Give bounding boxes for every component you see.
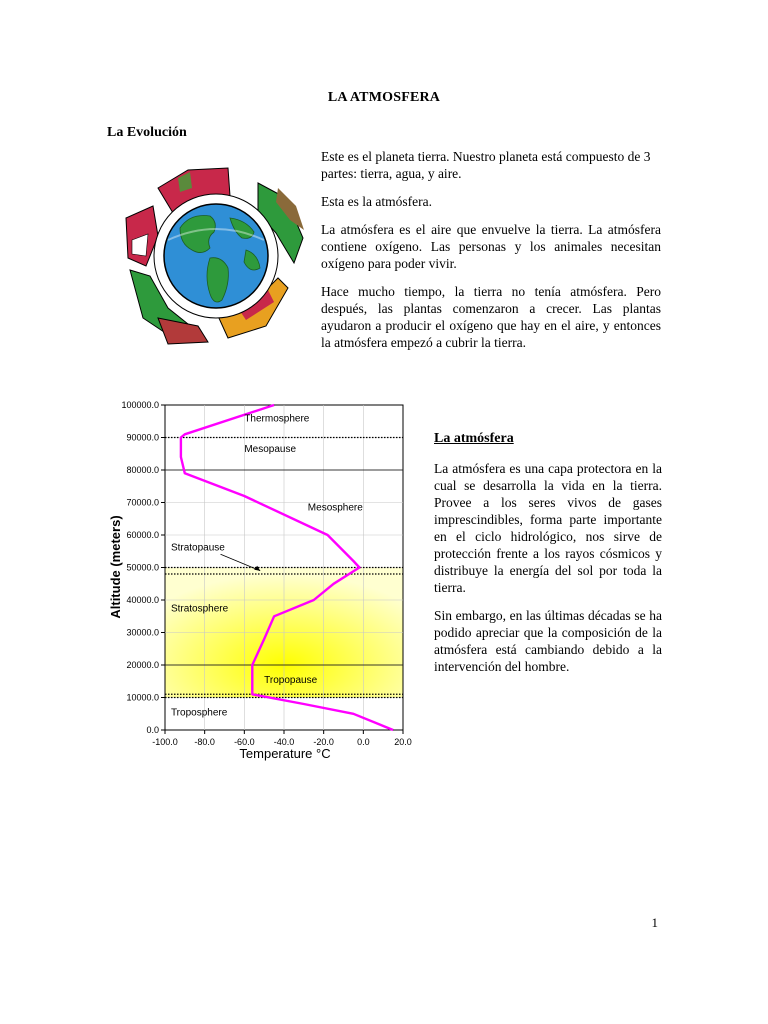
page-title: LA ATMOSFERA [327, 90, 441, 105]
layer-label-stratosphere: Stratosphere [170, 603, 229, 615]
x-tick-label: -40.0 [273, 737, 295, 747]
y-tick-label: 90000.0 [126, 432, 159, 443]
y-tick-label: 0.0 [146, 725, 159, 735]
y-tick-label: 70000.0 [126, 497, 159, 508]
layer-label-troposphere: Troposphere [170, 707, 228, 719]
x-axis-label: Temperature °C [239, 746, 331, 761]
y-tick-label: 40000.0 [126, 595, 159, 605]
layer-label-thermosphere: Thermosphere [244, 413, 310, 425]
layer-label-tropopause: Tropopause [264, 674, 318, 686]
intro-paragraph-3: La atmósfera es el aire que envuelve la tierra. La atmósfera contiene oxígeno. Las personas y los animales necesitan oxígeno para poder vivir. [321, 222, 661, 271]
layer-label-mesopause: Mesopause [244, 444, 297, 456]
x-tick-label: -80.0 [194, 737, 215, 747]
page-number: 1 [651, 915, 658, 930]
x-tick-label: -100.0 [152, 737, 178, 747]
intro-paragraph-1: Este es el planeta tierra. Nuestro planeta está compuesto de 3 partes: tierra, agua, y aire. [321, 149, 651, 181]
intro-paragraph-2: Esta es la atmósfera. [321, 194, 432, 209]
y-tick-label: 80000.0 [126, 465, 159, 475]
x-tick-label: -60.0 [234, 737, 255, 747]
intro-paragraph-4: Hace mucho tiempo, la tierra no tenía atmósfera. Pero después, las plantas comenzaron a crecer. Las plantas ayudaron a producir el oxígeno que hay en el aire, y entonces la atmósfera empezó a cubrir la tierra. [321, 284, 661, 350]
side-paragraph-2: Sin embargo, en las últimas décadas se ha podido apreciar que la composición de la atmósfera está cambiando debido a la intervención del hombre. [434, 608, 662, 674]
x-tick-label: 0.0 [357, 737, 370, 747]
layer-label-mesosphere: Mesosphere [307, 502, 363, 514]
section-heading: La Evolución [107, 125, 187, 140]
y-axis-label: Altitude (meters) [108, 515, 123, 619]
x-tick-label: 20.0 [394, 737, 412, 747]
y-tick-label: 30000.0 [126, 627, 159, 638]
intro-text [321, 148, 661, 362]
side-paragraph-1: La atmósfera es una capa protectora en la cual se desarrolla la vida en la tierra. Provee a los seres vivos de gases imprescindibles, forma parte importante en el ciclo hidrológico, nos sirve de protección frente a los rayos cósmicos y distribuye la energía del sol por toda la tierra. [434, 461, 662, 595]
y-tick-label: 50000.0 [126, 562, 159, 573]
side-heading: La atmósfera [434, 431, 514, 446]
side-text [434, 460, 662, 686]
earth-illustration [118, 158, 308, 348]
earth-with-atmosphere-ring-icon [118, 158, 308, 348]
x-tick-label: -20.0 [313, 737, 334, 747]
y-tick-label: 20000.0 [126, 660, 159, 670]
y-tick-label: 100000.0 [121, 400, 159, 410]
atmosphere-temperature-chart [100, 392, 420, 762]
atmosphere-chart [100, 392, 420, 762]
layer-label-stratopause: Stratopause [170, 542, 225, 554]
y-tick-label: 60000.0 [126, 530, 159, 540]
y-tick-label: 10000.0 [126, 692, 159, 703]
